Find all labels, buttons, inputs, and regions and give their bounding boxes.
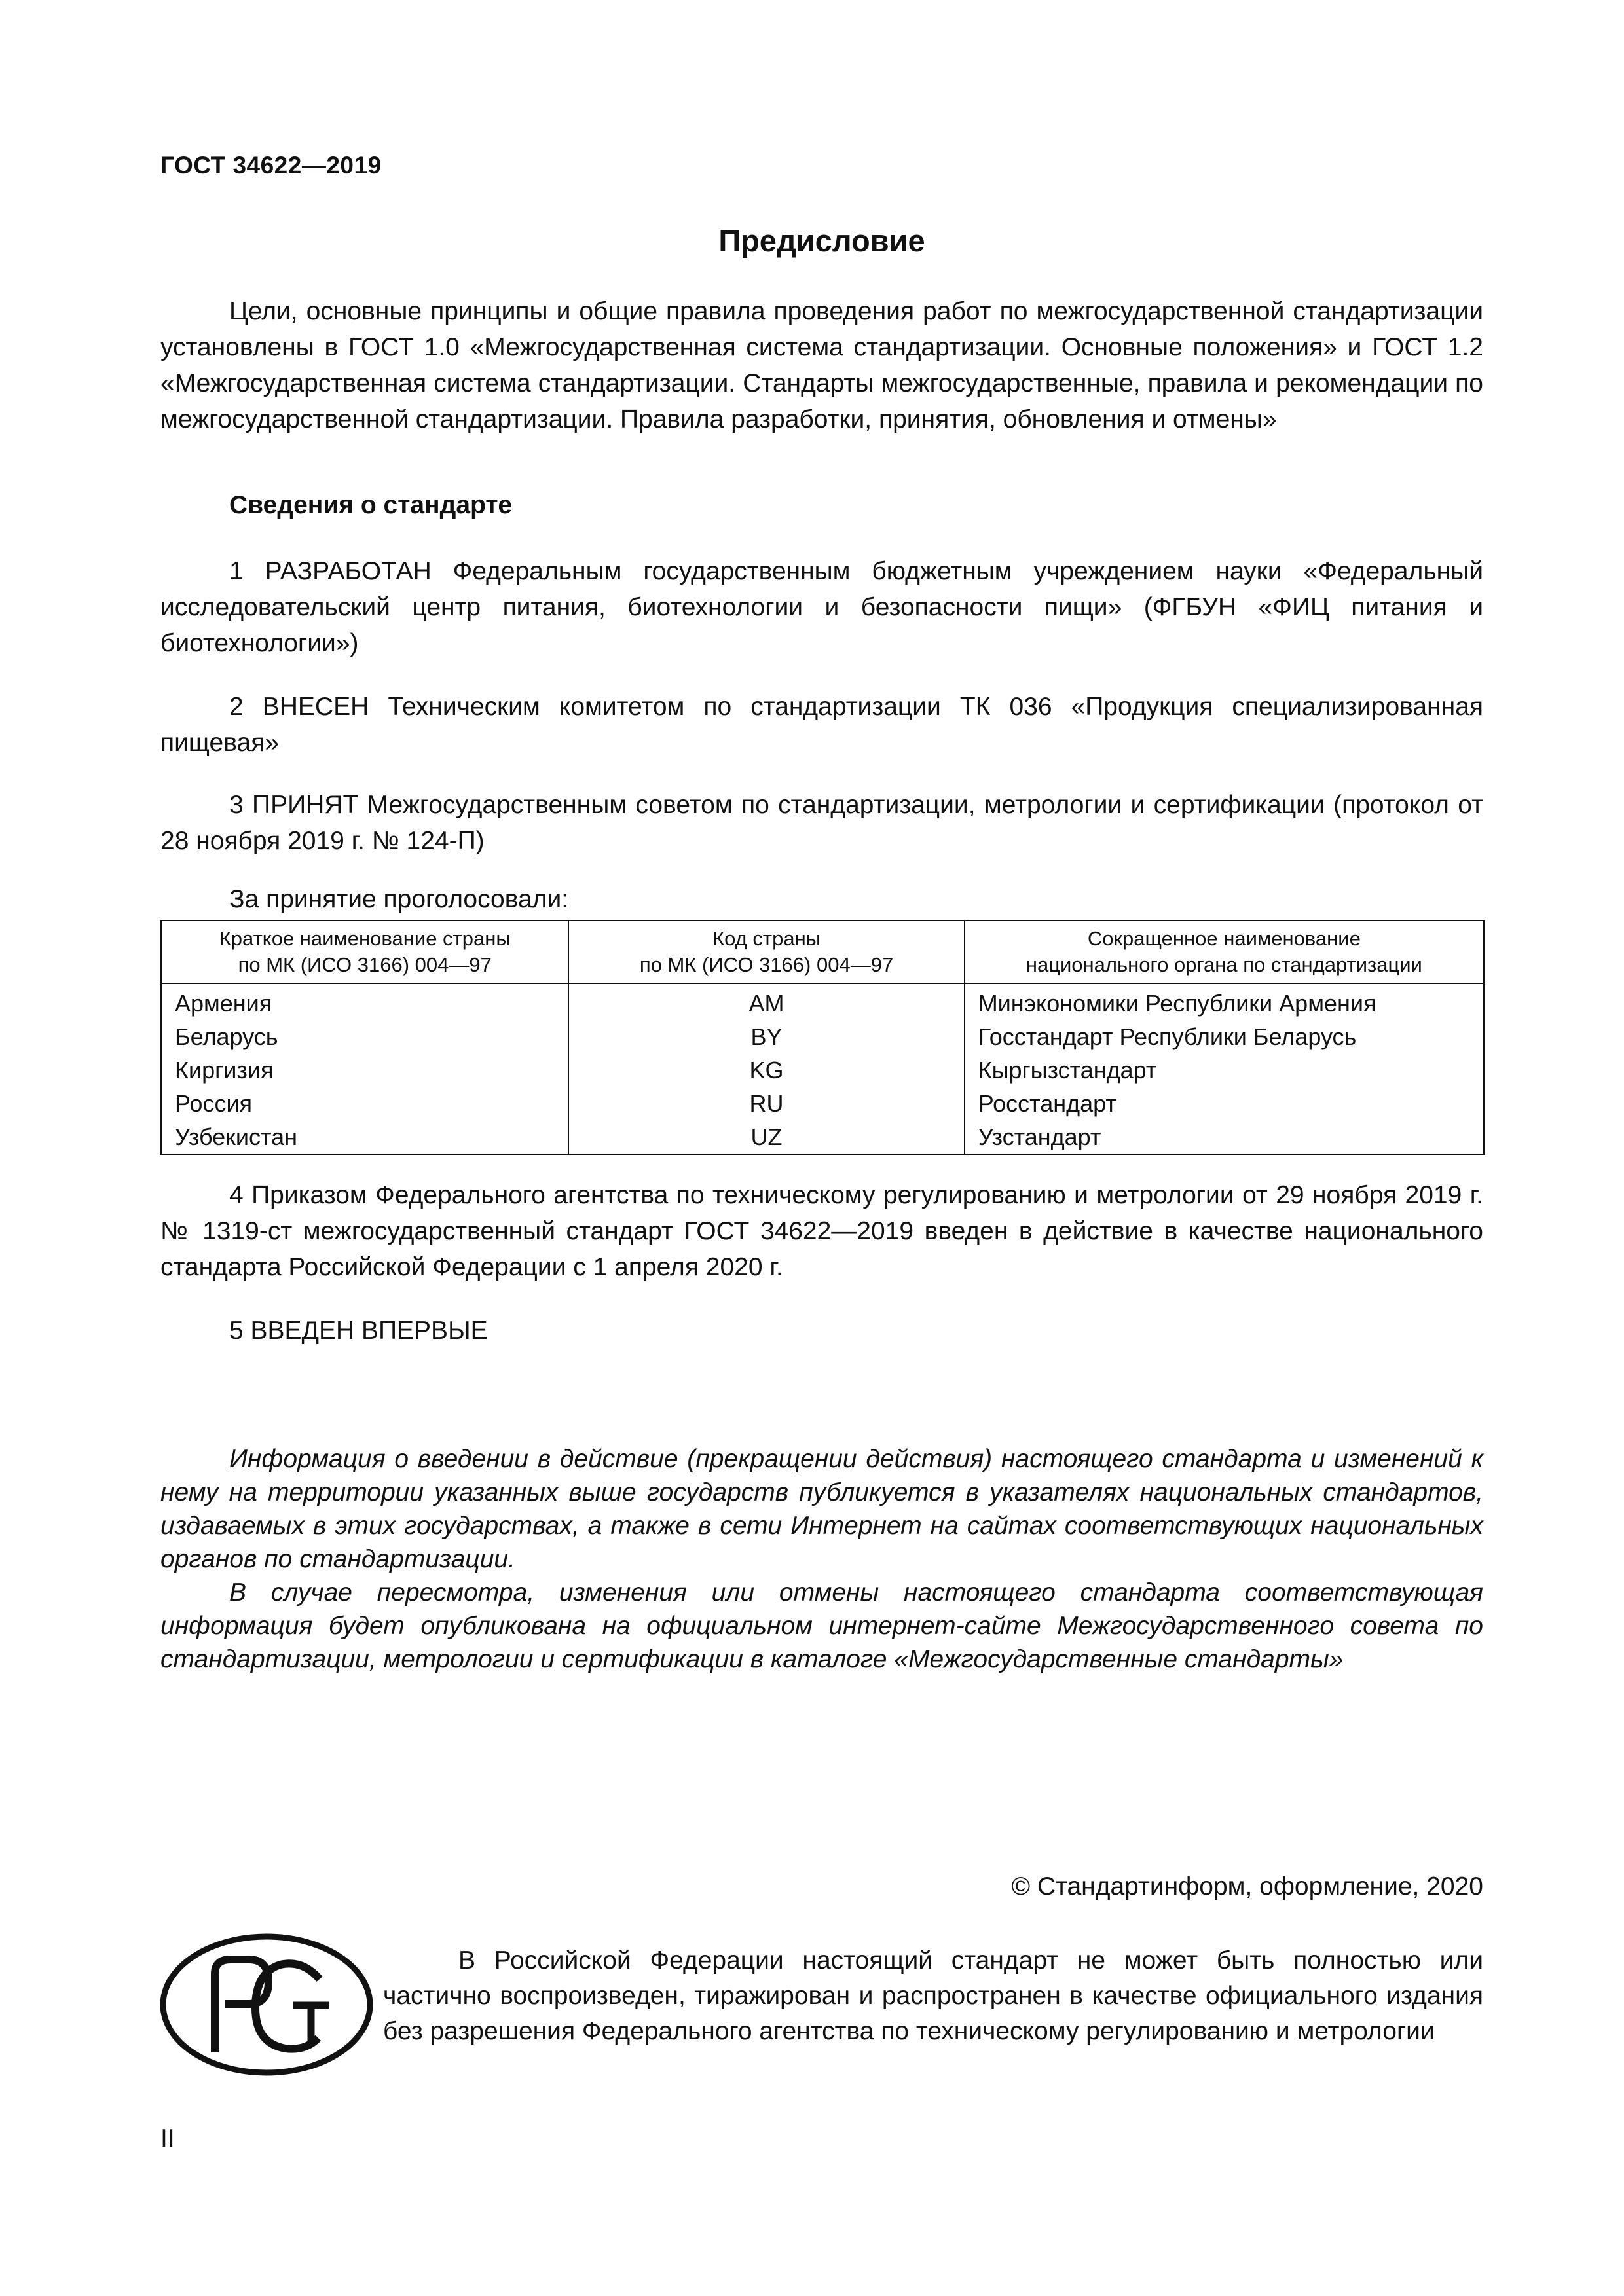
notice-paragraph-1: Информация о введении в действие (прекращении действия) настоящего стандарта и изменений к нему на территории указанных выше государств публикуется в указателях национальных стандартов, издаваемых в этих государствах, а также в сети Интернет на сайтах соответствующих национальных органов по стандартизации. [160, 1445, 1483, 1573]
country-cell: Армения [161, 983, 568, 1020]
rst-logo-icon [157, 1928, 377, 2082]
code-cell: BY [568, 1020, 964, 1053]
body-cell: Росстандарт [965, 1087, 1484, 1120]
page-title: Предисловие [718, 223, 925, 258]
country-cell: Киргизия [161, 1053, 568, 1087]
code-cell: KG [568, 1053, 964, 1087]
header-body-line2: национального органа по стандартизации [1025, 953, 1422, 976]
table-row [161, 1087, 1484, 1120]
code-cell: UZ [568, 1120, 964, 1154]
header-country [161, 920, 568, 983]
intro-paragraph: Цели, основные принципы и общие правила проведения работ по межгосударственной стандартизации установлены в ГОСТ 1.0 «Межгосударственная система стандартизации. Основные положения» и ГОСТ 1.2 «Межгосударственная система стандартизации. Стандарты межгосударственные, правила и рекомендации по межгосударственной стандартизации. Правила разработки, принятия, обновления и отмены» [160, 297, 1483, 433]
country-cell: Беларусь [161, 1020, 568, 1053]
voting-table [160, 920, 1485, 1155]
header-code-line1: Код страны [712, 927, 821, 950]
header-code-line2: по МК (ИСО 3166) 004—97 [639, 953, 894, 976]
table-row [161, 1053, 1484, 1087]
header-country-line1: Краткое наименование страны [219, 927, 511, 950]
header-code [568, 920, 964, 983]
vote-label: За принятие проголосовали: [229, 885, 569, 913]
info-heading: Сведения о стандарте [229, 491, 513, 519]
country-cell: Узбекистан [161, 1120, 568, 1154]
body-cell: Узстандарт [965, 1120, 1484, 1154]
table-header-row [161, 920, 1484, 983]
copyright-line: © Стандартинформ, оформление, 2020 [1011, 1872, 1483, 1901]
code-cell: AM [568, 983, 964, 1020]
legal-notice: В Российской Федерации настоящий стандарт не может быть полностью или частично воспроизведен, тиражирован и распространен в качестве официального издания без разрешения Федерального агентства по техническому регулированию и метрологии [383, 1946, 1483, 2045]
item-adopted: 3 ПРИНЯТ Межгосударственным советом по стандартизации, метрологии и сертификации (протокол от 28 ноября 2019 г. № 124-П) [160, 791, 1483, 855]
table-row [161, 1020, 1484, 1053]
page-number: II [160, 2124, 175, 2153]
country-cell: Россия [161, 1087, 568, 1120]
item-first: 5 ВВЕДЕН ВПЕРВЫЕ [229, 1317, 488, 1345]
body-cell: Минэкономики Республики Армения [965, 983, 1484, 1020]
code-cell: RU [568, 1087, 964, 1120]
header-body [965, 920, 1484, 983]
body-cell: Кыргызстандарт [965, 1053, 1484, 1087]
table-row [161, 1120, 1484, 1154]
item-developed: 1 РАЗРАБОТАН Федеральным государственным бюджетным учреждением науки «Федеральный исследовательский центр питания, биотехнологии и безопасности пищи» (ФГБУН «ФИЦ питания и биотехнологии») [160, 557, 1483, 657]
item-submitted: 2 ВНЕСЕН Техническим комитетом по стандартизации ТК 036 «Продукция специализированная пищевая» [160, 693, 1483, 757]
header-country-line2: по МК (ИСО 3166) 004—97 [238, 953, 492, 976]
header-body-line1: Сокращенное наименование [1087, 927, 1361, 950]
document-id: ГОСТ 34622—2019 [160, 152, 382, 179]
notice-paragraph-2: В случае пересмотра, изменения или отмены настоящего стандарта соответствующая информация будет опубликована на официальном интернет-сайте Межгосударственного совета по стандартизации, метрологии и сертификации в каталоге «Межгосударственные стандарты» [160, 1578, 1483, 1673]
item-enacted: 4 Приказом Федерального агентства по техническому регулированию и метрологии от 29 ноября 2019 г. № 1319-ст межгосударственный стандарт ГОСТ 34622—2019 введен в действие в качестве национального стандарта Российской Федерации с 1 апреля 2020 г. [160, 1181, 1483, 1281]
table-row [161, 983, 1484, 1020]
body-cell: Госстандарт Республики Беларусь [965, 1020, 1484, 1053]
